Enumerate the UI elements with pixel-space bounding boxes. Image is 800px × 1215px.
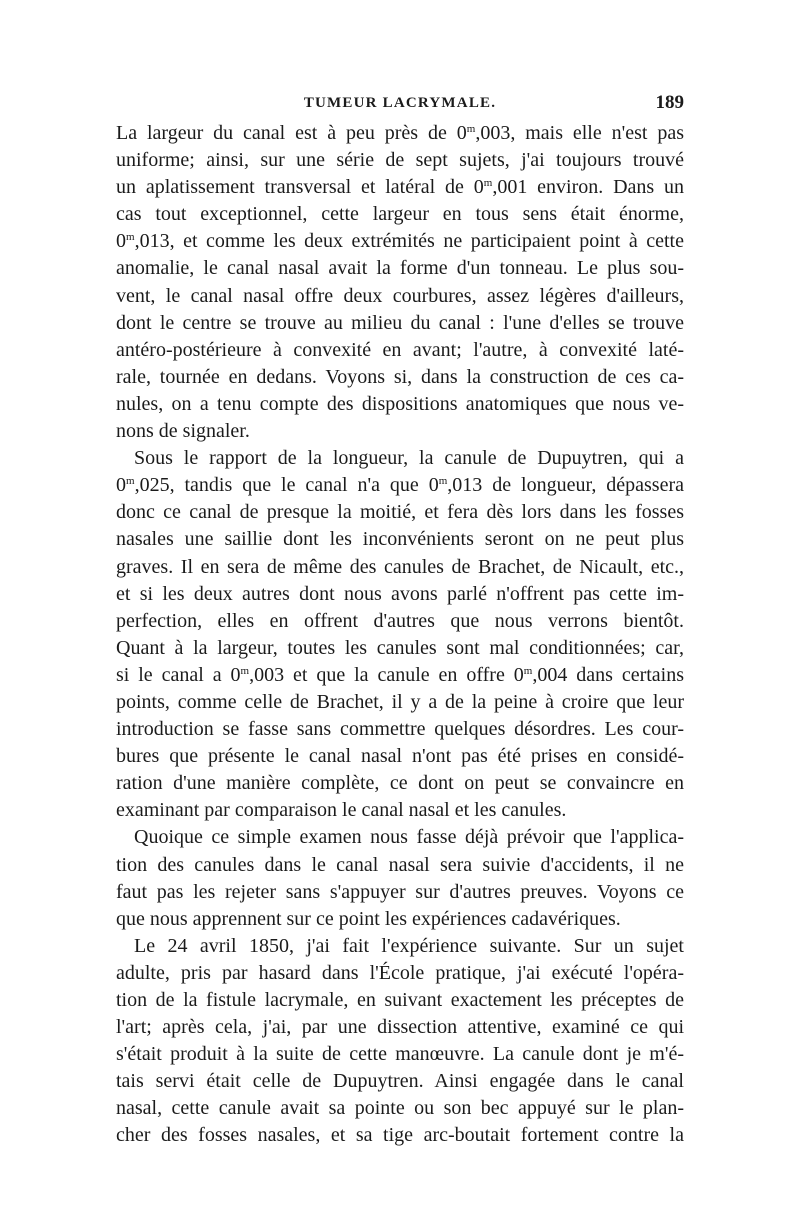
text-line bbox=[116, 581, 684, 608]
text-run: examinant par comparaison le canal nasal et les canules. bbox=[116, 799, 567, 822]
text-run: faut pas les rejeter sans s'appuyer sur d'autres preuves. Voyons ce bbox=[116, 880, 684, 903]
text-line bbox=[116, 364, 684, 391]
unit-superscript: m bbox=[240, 664, 250, 677]
text-run: cher des fosses nasales, et sa tige arc-boutait fortement contre la bbox=[116, 1124, 684, 1147]
text-run: points, comme celle de Brachet, il y a de la peine à croire que leur bbox=[116, 690, 684, 713]
text-line bbox=[116, 716, 684, 743]
text-run: vent, le canal nasal offre deux courbures, assez légères d'ailleurs, bbox=[116, 284, 684, 307]
text-line bbox=[116, 201, 684, 228]
unit-superscript: m bbox=[523, 664, 533, 677]
text-run: perfection, elles en offrent d'autres que nous verrons bientôt. bbox=[116, 609, 684, 632]
text-run: ,013 de longueur, dépassera bbox=[447, 474, 684, 497]
text-line bbox=[116, 906, 684, 933]
text-run: tion de la fistule lacrymale, en suivant exactement les préceptes de bbox=[116, 989, 684, 1011]
text-line bbox=[116, 255, 684, 282]
text-run: nasal, cette canule avait sa pointe ou son bec appuyé sur le plan- bbox=[116, 1097, 684, 1120]
text-line bbox=[116, 391, 684, 418]
text-line bbox=[116, 933, 684, 960]
text-line bbox=[116, 174, 684, 201]
text-line bbox=[116, 1014, 684, 1041]
unit-superscript: m bbox=[126, 475, 135, 488]
text-run: tion des canules dans le canal nasal sera suivie d'accidents, il ne bbox=[116, 853, 684, 876]
text-run: Sous le rapport de la longueur, la canule de Dupuytren, qui a bbox=[134, 447, 684, 470]
text-run: La largeur du canal est à peu près de 0 bbox=[116, 122, 467, 144]
text-line bbox=[116, 283, 684, 310]
text-line bbox=[116, 960, 684, 987]
text-run: ,004 dans certains bbox=[532, 663, 685, 686]
text-run: ,003 et que la canule en offre 0 bbox=[249, 663, 524, 686]
text-line bbox=[116, 1068, 684, 1095]
text-run: nons de signaler. bbox=[116, 420, 250, 443]
text-line bbox=[116, 987, 684, 1014]
unit-superscript: m bbox=[126, 231, 135, 244]
body-text bbox=[116, 120, 684, 1150]
text-line bbox=[116, 1122, 684, 1149]
text-line bbox=[116, 445, 684, 472]
text-line bbox=[116, 228, 684, 255]
text-line bbox=[116, 635, 684, 662]
text-run: 0 bbox=[116, 474, 126, 497]
text-run: Le 24 avril 1850, j'ai fait l'expérience suivante. Sur un sujet bbox=[134, 934, 684, 957]
unit-superscript: m bbox=[483, 177, 493, 190]
text-run: 0 bbox=[116, 230, 126, 253]
text-run: graves. Il en sera de même des canules de Brachet, de Nicault, etc., bbox=[116, 555, 684, 578]
text-line bbox=[116, 418, 684, 445]
text-line bbox=[116, 608, 684, 635]
text-run: et si les deux autres dont nous avons parlé n'offrent pas cette im- bbox=[116, 582, 684, 605]
text-line bbox=[116, 310, 684, 337]
text-line bbox=[116, 526, 684, 553]
text-run: s'était produit à la suite de cette manœuvre. La canule dont je m'é- bbox=[116, 1043, 684, 1066]
text-run: l'art; après cela, j'ai, par une dissection attentive, examiné ce qui bbox=[116, 1016, 684, 1039]
text-run: uniforme; ainsi, sur une série de sept sujets, j'ai toujours trouvé bbox=[116, 149, 684, 172]
text-run: nasales une saillie dont les inconvénients seront on ne peut plus bbox=[116, 528, 684, 551]
text-line bbox=[116, 1041, 684, 1068]
text-run: bures que présente le canal nasal n'ont pas été prises en considé- bbox=[116, 745, 684, 768]
text-run: nules, on a tenu compte des dispositions anatomiques que nous ve- bbox=[116, 392, 684, 415]
running-title: TUMEUR LACRYMALE. bbox=[303, 95, 497, 111]
text-run: antéro-postérieure à convexité en avant; l'autre, à convexité laté- bbox=[116, 338, 684, 361]
text-line bbox=[116, 797, 684, 824]
unit-superscript: m bbox=[438, 475, 448, 488]
text-run: que nous apprennent sur ce point les expériences cadavériques. bbox=[116, 907, 621, 930]
text-run: donc ce canal de presque la moitié, et fera dès lors dans les fosses bbox=[116, 501, 684, 524]
text-line bbox=[116, 1095, 684, 1122]
text-run: dont le centre se trouve au milieu du canal : l'une d'elles se trouve bbox=[116, 311, 684, 334]
text-line bbox=[116, 852, 684, 879]
text-line bbox=[116, 499, 684, 526]
text-run: ,025, tandis que le canal n'a que 0 bbox=[134, 474, 439, 497]
text-line bbox=[116, 770, 684, 797]
text-run: si le canal a 0 bbox=[116, 663, 241, 686]
unit-superscript: m bbox=[466, 123, 476, 135]
text-run: ,001 environ. Dans un bbox=[492, 176, 684, 199]
text-run: un aplatissement transversal et latéral de 0 bbox=[116, 176, 484, 199]
text-line bbox=[116, 743, 684, 770]
text-run: anomalie, le canal nasal avait la forme d'un tonneau. Le plus sou- bbox=[116, 257, 684, 280]
text-run: ration d'une manière complète, ce dont on peut se convaincre en bbox=[116, 772, 684, 795]
text-line bbox=[116, 662, 684, 689]
page-header bbox=[116, 92, 684, 119]
text-line bbox=[116, 120, 684, 147]
text-run: Quant à la largeur, toutes les canules sont mal conditionnées; car, bbox=[116, 636, 684, 659]
page-number: 189 bbox=[655, 92, 684, 113]
text-run: ,003, mais elle n'est pas bbox=[475, 122, 685, 144]
text-line bbox=[116, 879, 684, 906]
text-line bbox=[116, 824, 684, 851]
text-run: introduction se fasse sans commettre quelques désordres. Les cour- bbox=[116, 718, 684, 741]
text-run: cas tout exceptionnel, cette largeur en tous sens était énorme, bbox=[116, 203, 684, 226]
text-run: ,013, et comme les deux extrémités ne participaient point à cette bbox=[134, 230, 684, 253]
text-run: adulte, pris par hasard dans l'École pratique, j'ai exécuté l'opéra- bbox=[116, 961, 684, 984]
text-line bbox=[116, 472, 684, 499]
text-line bbox=[116, 689, 684, 716]
text-line bbox=[116, 337, 684, 364]
text-line bbox=[116, 147, 684, 174]
text-run: rale, tournée en dedans. Voyons si, dans la construction de ces ca- bbox=[116, 365, 684, 388]
text-run: tais servi était celle de Dupuytren. Ainsi engagée dans le canal bbox=[116, 1070, 684, 1093]
text-line bbox=[116, 554, 684, 581]
text-run: Quoique ce simple examen nous fasse déjà prévoir que l'applica- bbox=[134, 826, 684, 849]
